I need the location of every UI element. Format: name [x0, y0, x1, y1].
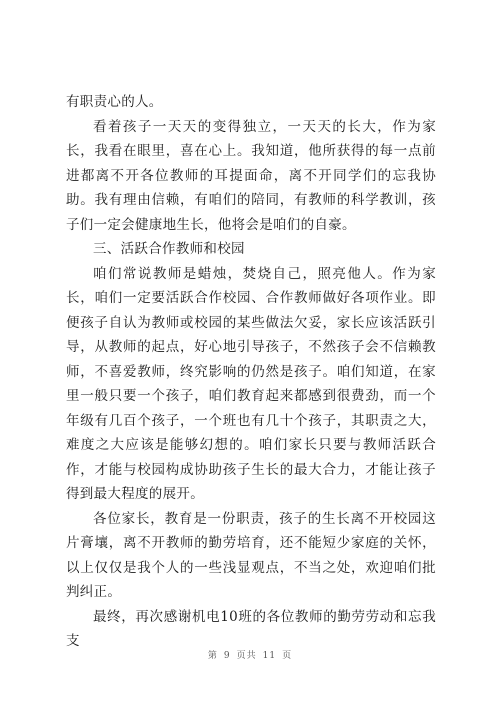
- paragraph: 有职责心的人。: [66, 94, 163, 110]
- total-pages: 11: [262, 651, 277, 661]
- page-footer: [0, 648, 500, 661]
- page-number: 9: [223, 651, 231, 661]
- body-text: [66, 90, 436, 654]
- paragraph: 各位家长，教育是一份职责，孩子的生长离不开校园这片膏壤，离不开教师的勤劳培育，还不能短少家庭的关怀，以上仅仅是我个人的一些浅显观点，不当之处，欢迎咱们批判纠正。: [66, 510, 436, 600]
- page-label-prefix: 第: [207, 651, 218, 661]
- page-label-mid: 页共: [236, 651, 257, 661]
- section-heading: 三、活跃合作教师和校园: [93, 241, 245, 257]
- paragraph: 看着孩子一天天的变得独立，一天天的长大，作为家长，我看在眼里，喜在心上。我知道，他所获得的每一点前进都离不开各位教师的耳提面命，离不开同学们的忘我协助。我有理由信赖，有咱们的陪同，有教师的科学教训，孩子们一定会健康地生长，他将会是咱们的自豪。: [66, 118, 436, 233]
- paragraph: 咱们常说教师是蜡烛，焚烧自己，照亮他人。作为家长，咱们一定要活跃合作校园、合作教师做好各项作业。即便孩子自认为教师或校园的某些做法欠妥，家长应该活跃引导，从教师的起点，好心地引导孩子，不然孩子会不信赖教师，不喜爱教师，终究影响的仍然是孩子。咱们知道，在家里一般只要一个孩子，咱们教育起来都感到很费劲，而一个年级有几百个孩子，一个班也有几十个孩子，其职责之大，难度之大应该是能够幻想的。咱们家长只要与教师活跃合作，才能与校园构成协助孩子生长的最大合力，才能让孩子得到最大程度的展开。: [66, 265, 436, 502]
- paragraph: 最终，再次感谢机电10班的各位教师的勤劳劳动和忘我支: [66, 608, 436, 649]
- page-label-suffix: 页: [282, 651, 293, 661]
